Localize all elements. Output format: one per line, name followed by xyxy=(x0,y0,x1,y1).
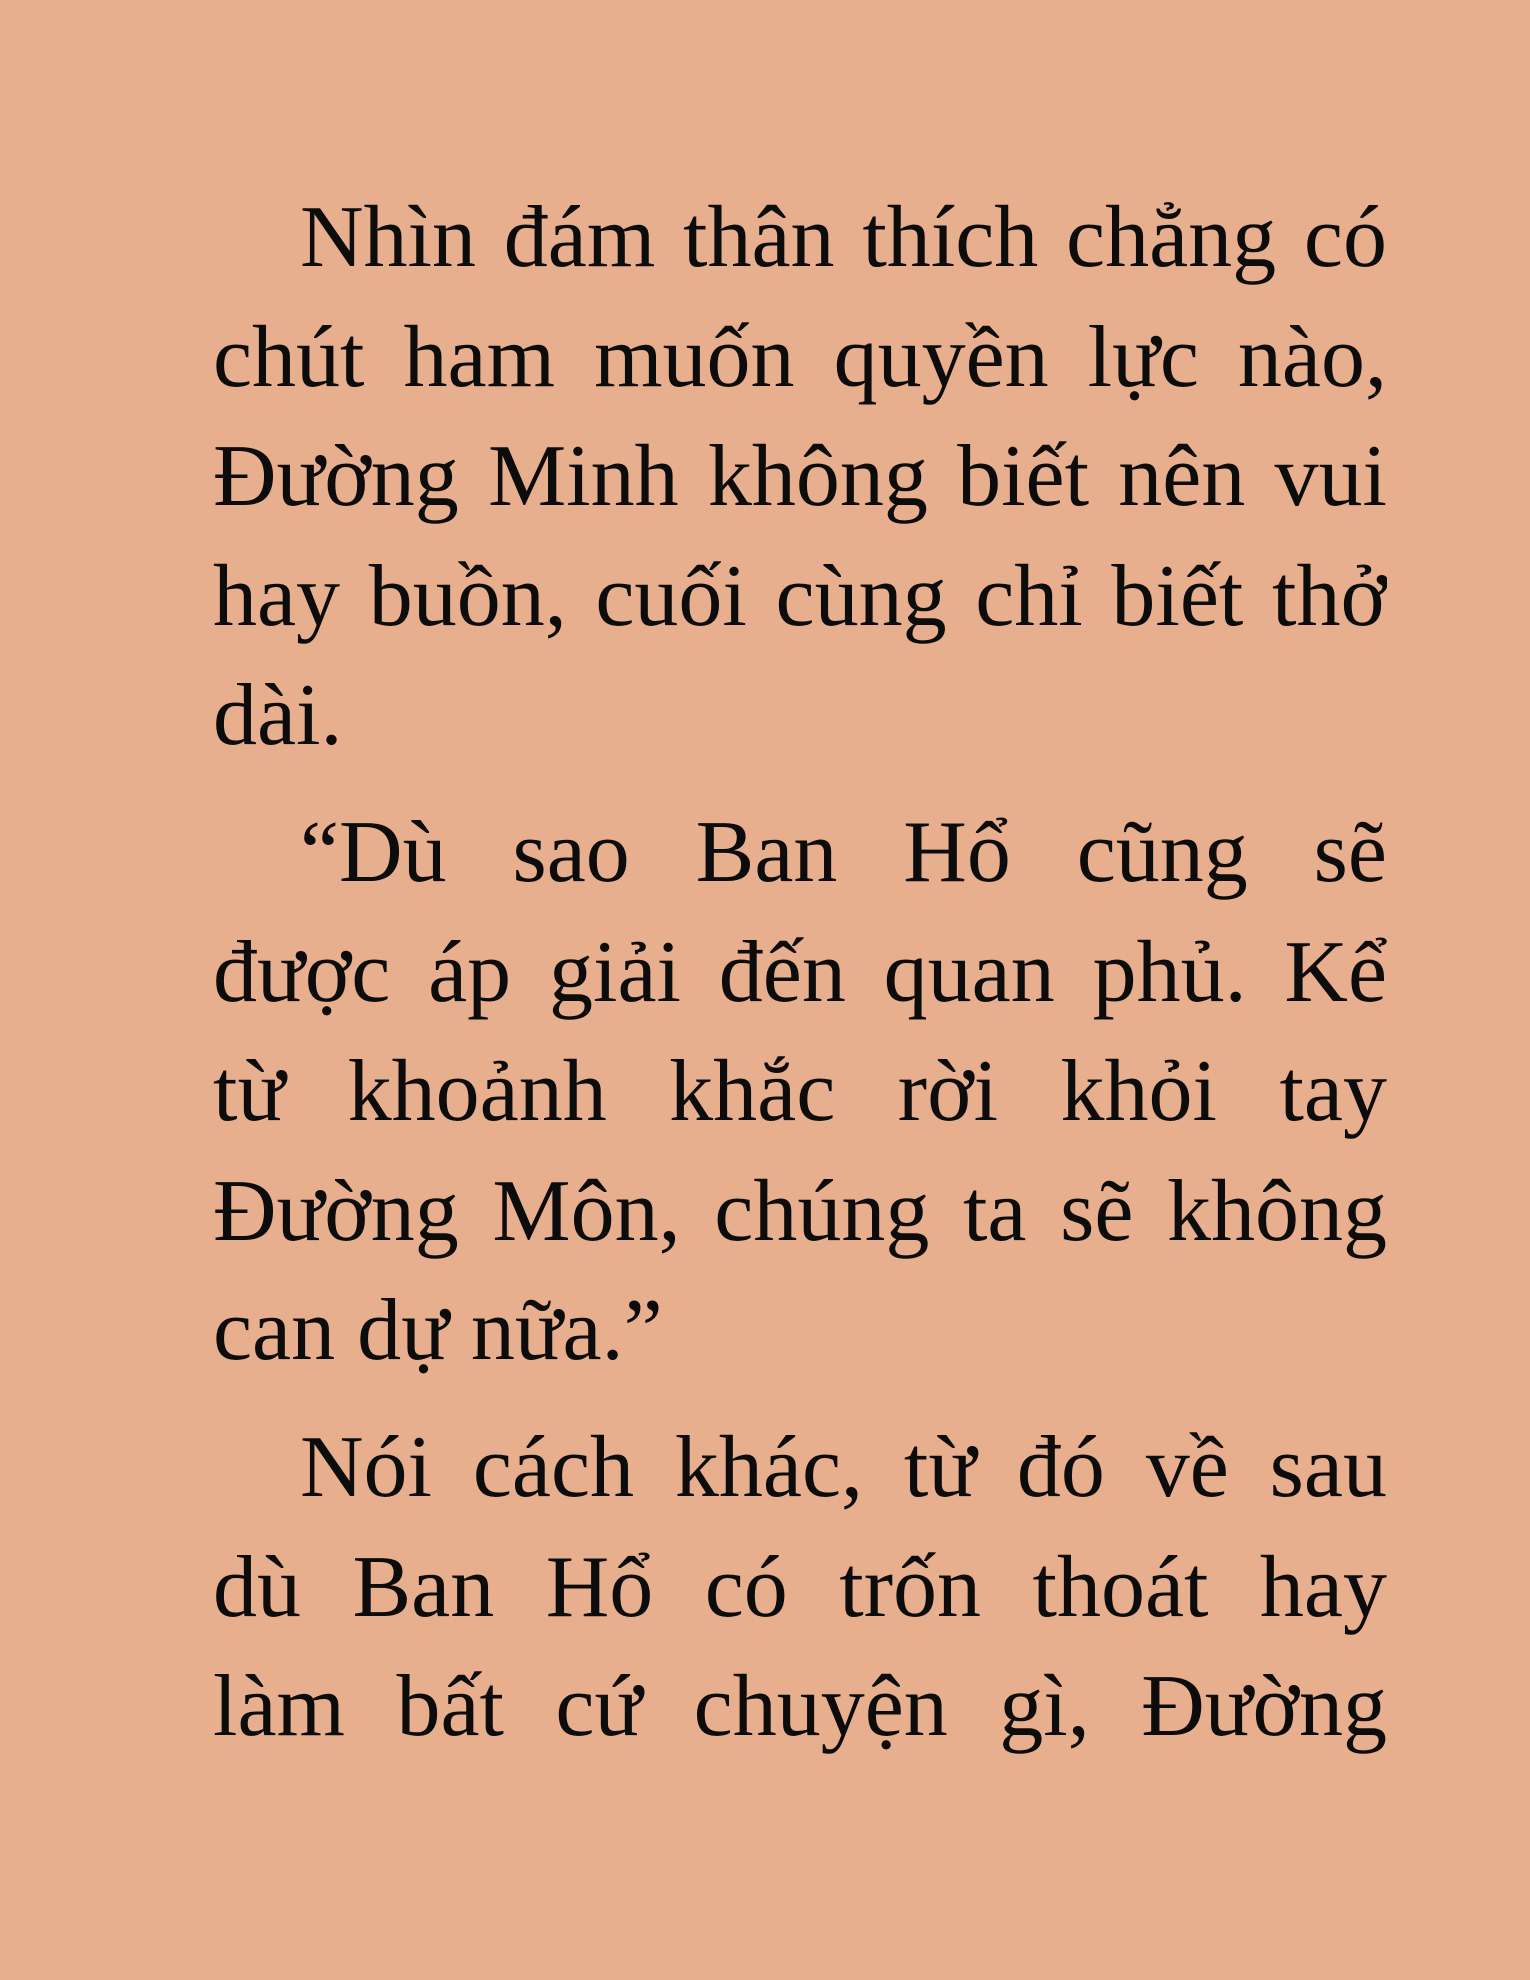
text-line: Đường Minh không biết nên vui xyxy=(213,428,1387,526)
text-line: Nhìn đám thân thích chẳng có xyxy=(300,189,1387,286)
text-line: hay buồn, cuối cùng chỉ biết thở xyxy=(213,547,1387,645)
text-line: Nói cách khác, từ đó về sau xyxy=(300,1418,1387,1516)
text-line: can dự nữa.” xyxy=(213,1282,663,1380)
text-line: làm bất cứ chuyện gì, Đường xyxy=(213,1658,1387,1756)
text-line: dù Ban Hổ có trốn thoát hay xyxy=(213,1538,1387,1636)
paragraph-3 xyxy=(213,1408,1387,1767)
paragraph-1 xyxy=(213,178,1387,776)
text-line: từ khoảnh khắc rời khỏi tay xyxy=(213,1043,1387,1141)
text-line: “Dù sao Ban Hổ cũng sẽ xyxy=(300,803,1387,901)
text-line: chút ham muốn quyền lực nào, xyxy=(213,308,1387,406)
text-line: dài. xyxy=(213,667,343,765)
text-line: được áp giải đến quan phủ. Kể xyxy=(213,923,1387,1021)
body-text xyxy=(213,178,1387,1784)
paragraph-2 xyxy=(213,793,1387,1391)
text-line: Đường Môn, chúng ta sẽ không xyxy=(213,1162,1387,1260)
